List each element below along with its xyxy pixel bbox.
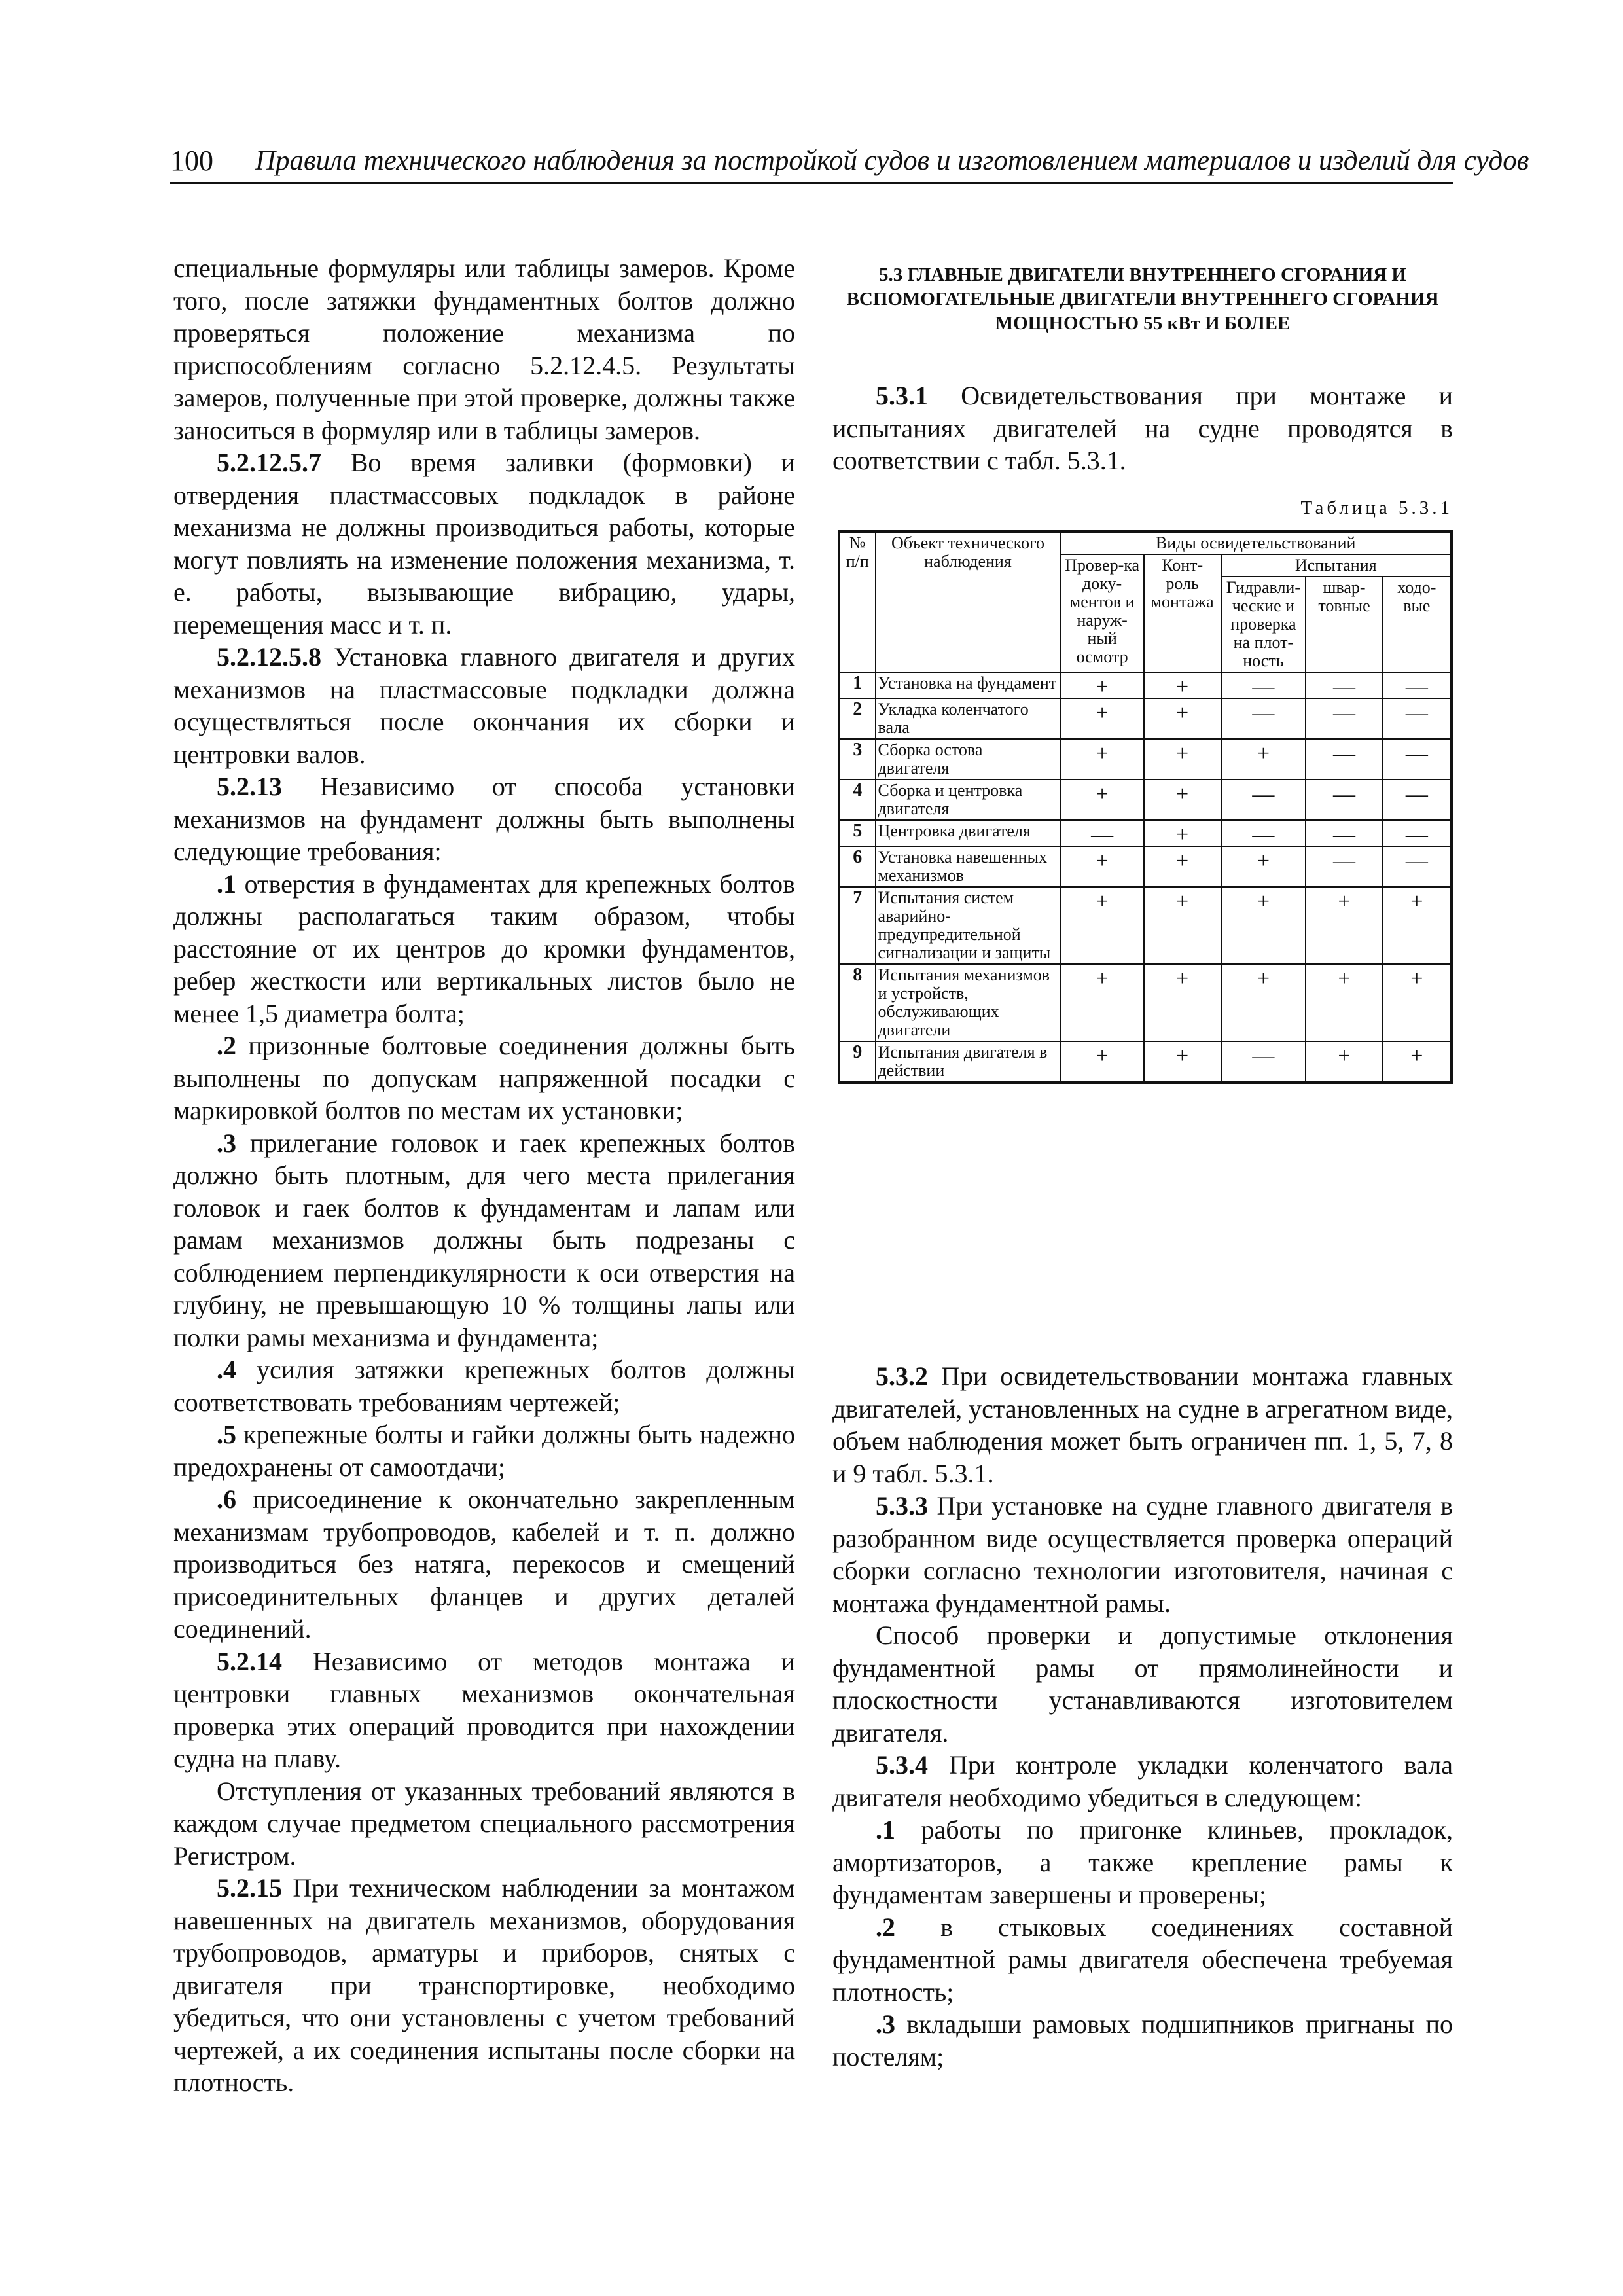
survey-mark: + xyxy=(1221,739,1306,780)
survey-mark: — xyxy=(1221,698,1306,739)
survey-mark: — xyxy=(1306,698,1382,739)
right-column-top xyxy=(832,380,1453,477)
table-row xyxy=(839,739,1452,780)
survey-mark: + xyxy=(1144,846,1221,887)
item-number: .3 xyxy=(876,2009,895,2039)
clause-number: 5.3.4 xyxy=(876,1750,928,1780)
survey-mark: + xyxy=(1144,780,1221,820)
survey-mark: + xyxy=(1144,739,1221,780)
survey-mark: + xyxy=(1060,887,1143,964)
survey-mark: — xyxy=(1383,820,1452,846)
item-number: .1 xyxy=(217,869,236,899)
survey-mark: — xyxy=(1306,739,1382,780)
table-row xyxy=(839,780,1452,820)
clause-text: При контроле укладки коленчатого вала двигателя необходимо убедиться в следующем: xyxy=(832,1750,1453,1812)
clause-number: 5.2.15 xyxy=(217,1873,282,1903)
header-sea: ходо-вые xyxy=(1383,577,1452,672)
table-body xyxy=(839,672,1452,1083)
list-item xyxy=(832,2008,1453,2073)
list-item xyxy=(173,1418,795,1483)
clause-number: 5.3.2 xyxy=(876,1361,928,1391)
survey-mark: + xyxy=(1060,780,1143,820)
list-item xyxy=(832,1911,1453,2009)
row-number: 3 xyxy=(839,739,876,780)
survey-mark: + xyxy=(1060,672,1143,698)
running-title: Правила технического наблюдения за постройкой судов и изготовлением материалов и изделий для судов xyxy=(255,145,1529,176)
row-object: Испытания систем аварийно-предупредительной сигнализации и защиты xyxy=(876,887,1061,964)
survey-mark: + xyxy=(1306,887,1382,964)
survey-mark: + xyxy=(1060,1041,1143,1083)
header-mooring: швар-товные xyxy=(1306,577,1382,672)
row-object: Испытания механизмов и устройств, обслуживающих двигатели xyxy=(876,964,1061,1041)
item-text: призонные болтовые соединения должны быть выполнены по допускам напряженной посадки с маркировкой болтов по местам их установки; xyxy=(173,1031,795,1125)
row-object: Испытания двигателя в действии xyxy=(876,1041,1061,1083)
survey-mark: — xyxy=(1306,846,1382,887)
row-object: Установка навешенных механизмов xyxy=(876,846,1061,887)
section-heading: 5.3 ГЛАВНЫЕ ДВИГАТЕЛИ ВНУТРЕННЕГО СГОРАНИЯ И ВСПОМОГАТЕЛЬНЫЕ ДВИГАТЕЛИ ВНУТРЕННЕГО СГОРАНИЯ МОЩНОСТЬЮ 55 кВт И БОЛЕЕ xyxy=(846,264,1439,334)
survey-mark: + xyxy=(1383,964,1452,1041)
clause-number: 5.3.3 xyxy=(876,1491,928,1520)
left-column xyxy=(173,252,795,2099)
clause-text: При установке на судне главного двигателя в разобранном виде осуществляется проверка операций сборки согласно технологии изготовителя, начиная с монтажа фундаментной рамы. xyxy=(832,1491,1453,1618)
survey-mark: + xyxy=(1221,964,1306,1041)
list-item xyxy=(173,1127,795,1354)
survey-mark: + xyxy=(1060,739,1143,780)
survey-mark: + xyxy=(1383,887,1452,964)
survey-mark: + xyxy=(1383,1041,1452,1083)
row-number: 4 xyxy=(839,780,876,820)
survey-mark: — xyxy=(1383,846,1452,887)
survey-mark: + xyxy=(1144,1041,1221,1083)
clause xyxy=(832,380,1453,477)
header-num: № п/п xyxy=(839,531,876,672)
row-object: Сборка остова двигателя xyxy=(876,739,1061,780)
list-item xyxy=(173,1354,795,1418)
row-number: 5 xyxy=(839,820,876,846)
row-number: 7 xyxy=(839,887,876,964)
survey-mark: + xyxy=(1144,964,1221,1041)
row-number: 1 xyxy=(839,672,876,698)
survey-mark: + xyxy=(1221,846,1306,887)
survey-table xyxy=(838,530,1453,1084)
list-item xyxy=(832,1814,1453,1911)
survey-mark: + xyxy=(1221,887,1306,964)
row-object: Укладка коленчатого вала xyxy=(876,698,1061,739)
header-hydraulic: Гидравли-ческие и проверка на плот-ность xyxy=(1221,577,1306,672)
clause-number: 5.3.1 xyxy=(876,381,928,410)
clause xyxy=(173,641,795,770)
table-row xyxy=(839,1041,1452,1083)
clause xyxy=(832,1749,1453,1814)
clause-text: Независимо от способа установки механизмов на фундамент должны быть выполнены следующие требования: xyxy=(173,772,795,866)
survey-mark: + xyxy=(1060,846,1143,887)
survey-mark: + xyxy=(1060,698,1143,739)
item-number: .2 xyxy=(876,1912,895,1942)
item-number: .1 xyxy=(876,1815,895,1844)
clause-number: 5.2.12.5.8 xyxy=(217,642,321,672)
row-number: 9 xyxy=(839,1041,876,1083)
survey-mark: — xyxy=(1060,820,1143,846)
survey-mark: + xyxy=(1306,1041,1382,1083)
clause-text: При освидетельствовании монтажа главных двигателей, установленных на судне в агрегатном виде, объем наблюдения может быть ограничен пп. 1, 5, 7, 8 и 9 табл. 5.3.1. xyxy=(832,1361,1453,1488)
clause-number: 5.2.14 xyxy=(217,1646,282,1676)
clause-number: 5.2.12.5.7 xyxy=(217,448,321,477)
survey-mark: + xyxy=(1306,964,1382,1041)
clause-number: 5.2.13 xyxy=(217,772,282,801)
survey-mark: — xyxy=(1306,672,1382,698)
survey-mark: — xyxy=(1383,739,1452,780)
survey-mark: — xyxy=(1221,672,1306,698)
list-item xyxy=(173,1030,795,1127)
clause xyxy=(173,1872,795,2099)
header-tests: Испытания xyxy=(1221,554,1452,577)
item-number: .3 xyxy=(217,1128,236,1158)
item-number: .6 xyxy=(217,1484,236,1514)
table-row xyxy=(839,964,1452,1041)
page-number: 100 xyxy=(170,145,213,177)
item-text: усилия затяжки крепежных болтов должны соответствовать требованиям чертежей; xyxy=(173,1355,795,1417)
header-object: Объект технического наблюдения xyxy=(876,531,1061,672)
survey-mark: + xyxy=(1144,698,1221,739)
row-number: 8 xyxy=(839,964,876,1041)
item-number: .5 xyxy=(217,1420,236,1449)
survey-mark: + xyxy=(1144,887,1221,964)
clause-text: При техническом наблюдении за монтажом навешенных на двигатель механизмов, оборудования трубопроводов, арматуры и приборов, снятых с двигателя при транспортировке, необходимо убедиться, что они установлены с учетом требований чертежей, а их соединения испытаны после сборки на плотность. xyxy=(173,1873,795,2097)
table-row xyxy=(839,698,1452,739)
item-text: прилегание головок и гаек крепежных болтов должно быть плотным, для чего места прилегания головок и гаек болтов к фундаментам и лапам или рамам механизмов должны быть подрезаны с соблюдением перпендикулярности к оси отверстия на глубину, не превышающую 10 % толщины лапы или полки рамы механизма и фундамента; xyxy=(173,1128,795,1352)
table-row xyxy=(839,672,1452,698)
survey-mark: — xyxy=(1221,820,1306,846)
header-kinds: Виды освидетельствований xyxy=(1060,531,1452,554)
list-item xyxy=(173,868,795,1030)
clause xyxy=(173,446,795,641)
item-text: присоединение к окончательно закрепленным механизмам трубопроводов, кабелей и т. п. должно производиться без натяга, перекосов и смещений присоединительных фланцев и других деталей соединений. xyxy=(173,1484,795,1643)
paragraph: Отступления от указанных требований являются в каждом случае предметом специального рассмотрения Регистром. xyxy=(173,1776,795,1871)
survey-mark: — xyxy=(1306,780,1382,820)
page-header xyxy=(170,143,1529,184)
header-check-docs: Провер-ка доку-ментов и наруж-ный осмотр xyxy=(1060,554,1143,672)
header-control: Конт-роль монтажа xyxy=(1144,554,1221,672)
item-text: в стыковых соединениях составной фундаментной рамы двигателя обеспечена требуемая плотность; xyxy=(832,1912,1453,2007)
survey-mark: — xyxy=(1221,1041,1306,1083)
paragraph: Способ проверки и допустимые отклонения фундаментной рамы от прямолинейности и плоскостности устанавливаются изготовителем двигателя. xyxy=(832,1621,1453,1748)
clause xyxy=(173,1645,795,1775)
survey-mark: — xyxy=(1306,820,1382,846)
clause xyxy=(832,1490,1453,1619)
clause-text: Независимо от методов монтажа и центровки главных механизмов окончательная проверка этих операций проводится при нахождении судна на плаву. xyxy=(173,1646,795,1773)
clause-text: Во время заливки (формовки) и отвердения пластмассовых подкладок в районе механизма не должны производиться работы, которые могут повлиять на изменение положения механизма, т. е. работы, вызывающие вибрацию, удары, перемещения масс и т. п. xyxy=(173,448,795,639)
table-row xyxy=(839,887,1452,964)
survey-mark: — xyxy=(1221,780,1306,820)
item-text: отверстия в фундаментах для крепежных болтов должны располагаться таким образом, чтобы расстояние от их центров до кромки фундаментов, ребер жесткости или вертикальных листов было не менее 1,5 диаметра болта; xyxy=(173,869,795,1028)
row-number: 2 xyxy=(839,698,876,739)
table-row xyxy=(839,820,1452,846)
survey-mark: — xyxy=(1383,698,1452,739)
clause-text: Освидетельствования при монтаже и испытаниях двигателей на судне проводятся в соответствии с табл. 5.3.1. xyxy=(832,381,1453,475)
clause xyxy=(173,770,795,868)
item-text: работы по пригонке клиньев, прокладок, амортизаторов, а также крепление рамы к фундаментам завершены и проверены; xyxy=(832,1815,1453,1909)
clause-text: Установка главного двигателя и других механизмов на пластмассовые подкладки должна осуществляться после окончания их сборки и центровки валов. xyxy=(173,642,795,769)
item-text: вкладыши рамовых подшипников пригнаны по постелям; xyxy=(832,2009,1453,2072)
survey-mark: — xyxy=(1383,780,1452,820)
clause xyxy=(832,1360,1453,1490)
right-column-bottom xyxy=(832,1360,1453,2073)
survey-mark: + xyxy=(1144,820,1221,846)
survey-mark: + xyxy=(1060,964,1143,1041)
item-number: .2 xyxy=(217,1031,236,1060)
row-object: Установка на фундамент xyxy=(876,672,1061,698)
survey-mark: + xyxy=(1144,672,1221,698)
paragraph: специальные формуляры или таблицы замеров. Кроме того, после затяжки фундаментных болтов должно проверяться положение механизма по приспособлениям согласно 5.2.12.4.5. Результаты замеров, полученные при этой проверке, должны также заноситься в формуляр или в таблицы замеров. xyxy=(173,253,795,445)
survey-mark: — xyxy=(1383,672,1452,698)
table-row xyxy=(839,846,1452,887)
table-caption: Таблица 5.3.1 xyxy=(1300,497,1453,518)
item-number: .4 xyxy=(217,1355,236,1384)
row-object: Сборка и центровка двигателя xyxy=(876,780,1061,820)
list-item xyxy=(173,1483,795,1645)
row-number: 6 xyxy=(839,846,876,887)
row-object: Центровка двигателя xyxy=(876,820,1061,846)
item-text: крепежные болты и гайки должны быть надежно предохранены от самоотдачи; xyxy=(173,1420,795,1482)
